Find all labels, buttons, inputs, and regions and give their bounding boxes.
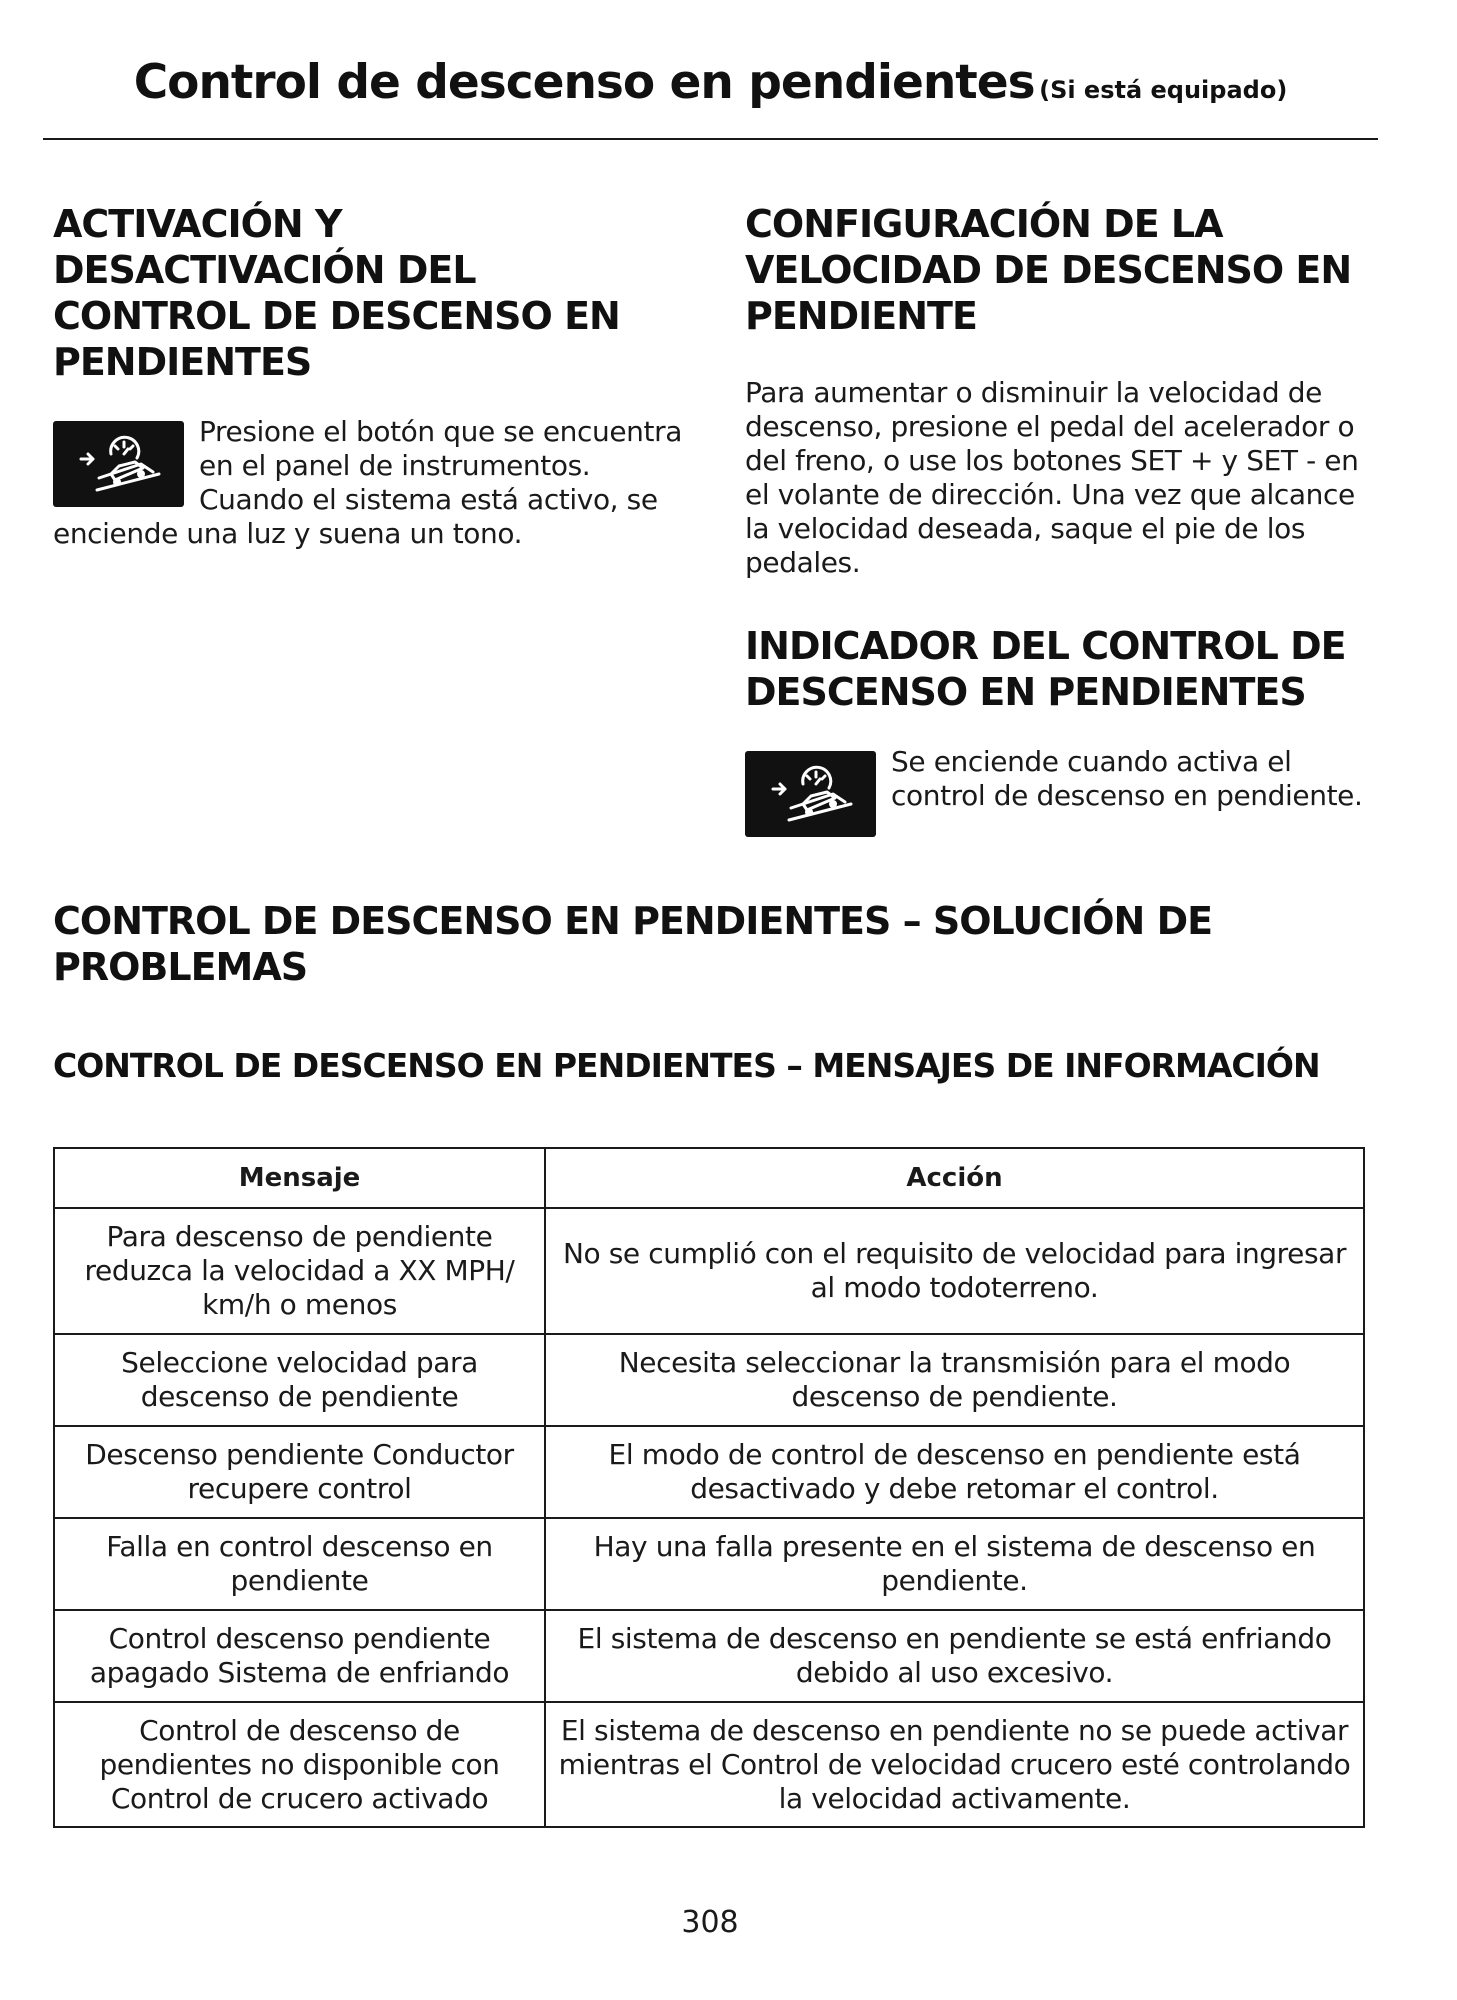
action-cell: Necesita seleccionar la transmisión para el modo descenso de pendiente. — [545, 1334, 1364, 1426]
speed-heading: CONFIGURACIÓN DE LA VELOCIDAD DE DESCENSO EN PENDIENTE — [745, 202, 1352, 338]
message-cell: Para descenso de pendiente reduzca la velocidad a XX MPH/ km/h o menos — [54, 1208, 545, 1334]
speed-body: Para aumentar o disminuir la velocidad de descenso, presione el pedal del acelerador o del freno, o use los botones SET + y SET - en el volante de dirección. Una vez que alcance la velocidad deseada, saque el pie de los pedales. — [745, 376, 1359, 579]
column-header-action: Acción — [545, 1148, 1364, 1208]
activation-heading: ACTIVACIÓN Y DESACTIVACIÓN DEL CONTROL DE DESCENSO EN PENDIENTES — [53, 202, 620, 384]
page-number: 308 — [681, 1905, 739, 1940]
info-messages-table — [53, 1147, 1365, 1828]
message-cell: Seleccione velocidad para descenso de pendiente — [54, 1334, 545, 1426]
indicator-body-block — [745, 745, 1385, 837]
message-cell: Descenso pendiente Conductor recupere control — [54, 1426, 545, 1518]
table-row — [54, 1208, 1364, 1334]
message-cell: Falla en control descenso en pendiente — [54, 1518, 545, 1610]
table-row — [54, 1518, 1364, 1610]
hill-descent-indicator-icon — [745, 751, 876, 837]
info-messages-heading: CONTROL DE DESCENSO EN PENDIENTES – MENSAJES DE INFORMACIÓN — [53, 1046, 1320, 1085]
action-cell: El sistema de descenso en pendiente se está enfriando debido al uso excesivo. — [545, 1610, 1364, 1702]
column-header-message: Mensaje — [54, 1148, 545, 1208]
table-row — [54, 1702, 1364, 1827]
table-row — [54, 1610, 1364, 1702]
page-header — [43, 55, 1378, 110]
activation-body-block — [53, 415, 683, 551]
table-header-row — [54, 1148, 1364, 1208]
message-cell: Control de descenso de pendientes no disponible con Control de crucero activado — [54, 1702, 545, 1827]
header-divider — [43, 138, 1378, 140]
action-cell: El sistema de descenso en pendiente no se puede activar mientras el Control de velocidad crucero esté controlando la velocidad activamente. — [545, 1702, 1364, 1827]
troubleshooting-heading: CONTROL DE DESCENSO EN PENDIENTES – SOLUCIÓN DE PROBLEMAS — [53, 899, 1213, 989]
action-cell: El modo de control de descenso en pendiente está desactivado y debe retomar el control. — [545, 1426, 1364, 1518]
action-cell: No se cumplió con el requisito de velocidad para ingresar al modo todoterreno. — [545, 1208, 1364, 1334]
hill-descent-control-icon — [53, 421, 184, 507]
equipment-note: (Si está equipado) — [1039, 76, 1288, 104]
message-cell: Control descenso pendiente apagado Sistema de enfriando — [54, 1610, 545, 1702]
action-cell: Hay una falla presente en el sistema de descenso en pendiente. — [545, 1518, 1364, 1610]
page-title: Control de descenso en pendientes — [133, 55, 1035, 110]
table-row — [54, 1426, 1364, 1518]
indicator-body: Se enciende cuando activa el control de descenso en pendiente. — [891, 745, 1363, 812]
activation-body: Presione el botón que se encuentra en el panel de instrumentos. Cuando el sistema está activo, se enciende una luz y suena un tono. — [53, 415, 682, 550]
indicator-heading: INDICADOR DEL CONTROL DE DESCENSO EN PENDIENTES — [745, 624, 1346, 714]
table-row — [54, 1334, 1364, 1426]
